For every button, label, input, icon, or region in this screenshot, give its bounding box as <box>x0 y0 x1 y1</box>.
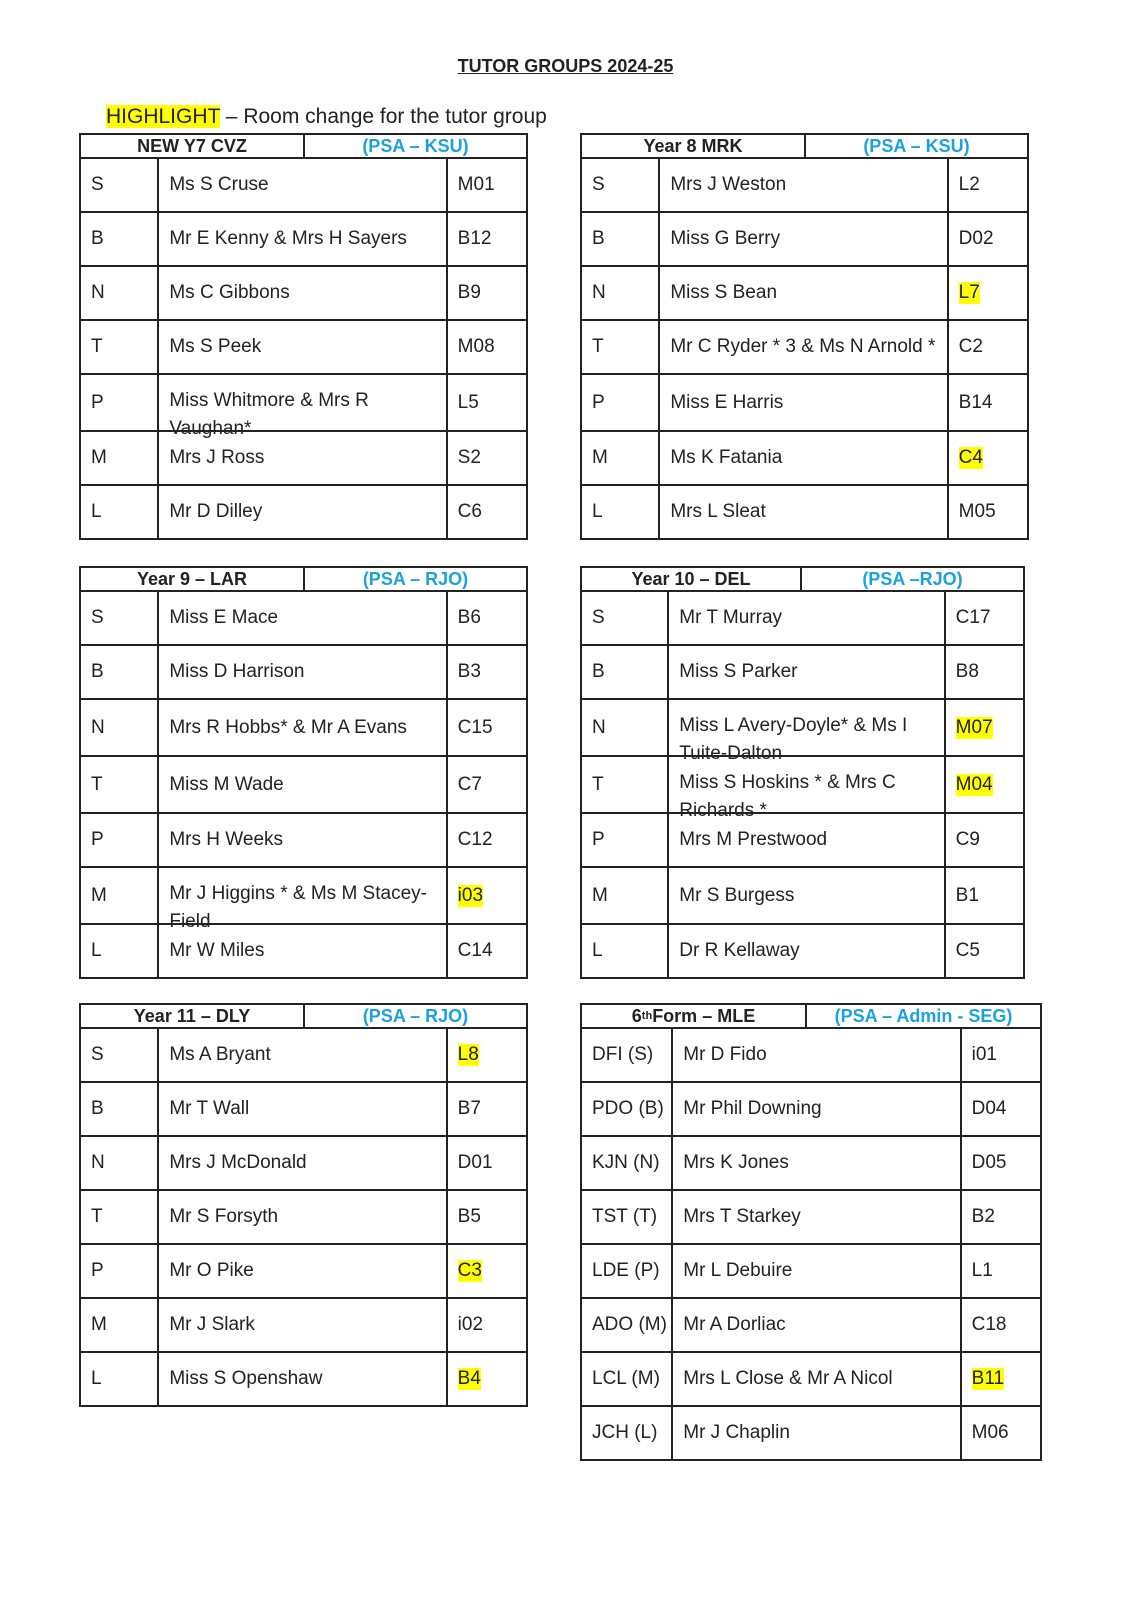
room-number: C15 <box>457 716 493 738</box>
room-cell <box>448 1191 526 1243</box>
room-number: L2 <box>958 174 980 195</box>
house-cell: L <box>582 925 669 977</box>
room-number: D05 <box>971 1152 1007 1173</box>
room-number: S2 <box>457 447 481 468</box>
house-cell: LCL (M) <box>582 1353 673 1405</box>
tutor-cell: Mr E Kenny & Mrs H Sayers <box>159 213 447 265</box>
room-changed-badge: C3 <box>457 1260 482 1281</box>
tutor-cell: Miss S Openshaw <box>159 1353 447 1405</box>
year-group-name: 6 th Form – MLE <box>582 1005 807 1027</box>
room-number: B9 <box>457 282 481 303</box>
room-number: C18 <box>971 1314 1007 1335</box>
table-row <box>582 1083 1040 1137</box>
room-cell <box>962 1083 1040 1135</box>
tutor-cell: Dr R Kellaway <box>669 925 945 977</box>
tutor-cell: Mrs J McDonald <box>159 1137 447 1189</box>
house-cell: L <box>81 1353 159 1405</box>
room-number: M01 <box>457 174 495 195</box>
tutor-cell: Mrs J Ross <box>159 432 447 484</box>
house-cell: N <box>582 267 660 319</box>
table-row <box>582 486 1027 540</box>
tutor-cell: Miss D Harrison <box>159 646 447 698</box>
psa-label: (PSA – Admin - SEG) <box>834 1005 1013 1026</box>
room-cell <box>962 1299 1040 1351</box>
table-header <box>580 1003 1042 1029</box>
room-number: C5 <box>955 940 980 961</box>
room-cell <box>946 868 1023 923</box>
house-cell: M <box>582 432 660 484</box>
year-group-name: Year 11 – DLY <box>81 1005 305 1027</box>
room-cell <box>448 925 526 977</box>
table-row <box>582 757 1023 821</box>
tutor-cell: Miss S Hoskins * & Mrs C Richards * <box>669 757 945 812</box>
table-row <box>81 213 526 267</box>
table-row <box>582 925 1023 979</box>
room-number: D01 <box>457 1152 493 1173</box>
tutor-cell: Mr T Murray <box>669 592 945 644</box>
table-row <box>582 321 1027 375</box>
tutor-table <box>79 566 528 979</box>
table-header <box>79 133 528 159</box>
tutor-cell: Ms A Bryant <box>159 1029 447 1081</box>
table-row <box>81 592 526 646</box>
room-cell <box>946 592 1023 644</box>
tutor-cell: Mr L Debuire <box>673 1245 961 1297</box>
tutor-table <box>79 133 528 540</box>
tutor-cell: Mrs M Prestwood <box>669 814 945 866</box>
room-cell <box>448 1245 526 1297</box>
year-group-name: Year 9 – LAR <box>81 568 305 590</box>
room-number: B3 <box>457 661 481 682</box>
tutor-table <box>580 133 1029 540</box>
house-cell: B <box>582 213 660 265</box>
room-cell <box>946 925 1023 977</box>
table-row <box>81 1353 526 1407</box>
tutor-cell: Mr S Burgess <box>669 868 945 923</box>
room-cell <box>448 432 526 484</box>
room-changed-badge: L7 <box>958 282 980 303</box>
tutor-cell: Mr A Dorliac <box>673 1299 961 1351</box>
house-cell: P <box>81 1245 159 1297</box>
room-cell <box>962 1137 1040 1189</box>
room-changed-badge: i03 <box>457 884 484 906</box>
room-cell <box>949 432 1027 484</box>
room-changed-badge: B4 <box>457 1368 481 1389</box>
house-cell: S <box>582 159 660 211</box>
house-cell: T <box>582 321 660 373</box>
psa-label: (PSA – RJO) <box>362 568 469 589</box>
room-number: C12 <box>457 829 493 850</box>
tutor-table <box>580 566 1025 979</box>
table-row <box>81 375 526 439</box>
room-number: B1 <box>955 884 979 906</box>
room-cell <box>448 868 526 923</box>
table-row <box>582 1191 1040 1245</box>
table-header <box>580 133 1029 159</box>
tutor-cell: Mr C Ryder * 3 & Ms N Arnold * <box>660 321 948 373</box>
room-changed-badge: L8 <box>457 1044 479 1065</box>
table-row <box>582 814 1023 868</box>
room-cell <box>448 1137 526 1189</box>
table-row <box>81 321 526 375</box>
table-row <box>582 267 1027 321</box>
tutor-cell: Mrs K Jones <box>673 1137 961 1189</box>
tutor-cell: Ms K Fatania <box>660 432 948 484</box>
tutor-cell: Mr O Pike <box>159 1245 447 1297</box>
room-number: B5 <box>457 1206 481 1227</box>
house-cell: P <box>582 814 669 866</box>
table-header <box>79 1003 528 1029</box>
room-number: C2 <box>958 336 983 357</box>
tutor-cell: Mr W Miles <box>159 925 447 977</box>
table-row <box>582 432 1027 486</box>
room-cell <box>448 592 526 644</box>
tutor-cell: Mr S Forsyth <box>159 1191 447 1243</box>
tutor-cell: Mr J Chaplin <box>673 1407 961 1459</box>
table-row <box>582 646 1023 700</box>
table-row <box>81 267 526 321</box>
room-cell <box>962 1029 1040 1081</box>
year-group-name: Year 10 – DEL <box>582 568 802 590</box>
tutor-cell: Mrs J Weston <box>660 159 948 211</box>
room-number: L1 <box>971 1260 993 1281</box>
room-cell <box>448 1029 526 1081</box>
room-number: M08 <box>457 336 495 357</box>
room-number: C17 <box>955 607 991 628</box>
house-cell: B <box>81 1083 159 1135</box>
house-cell: S <box>81 1029 159 1081</box>
table-header <box>79 566 528 592</box>
tutor-cell: Miss E Mace <box>159 592 447 644</box>
page-title: TUTOR GROUPS 2024-25 <box>457 56 674 76</box>
tutor-cell: Miss G Berry <box>660 213 948 265</box>
house-cell: KJN (N) <box>582 1137 673 1189</box>
room-number: M05 <box>958 501 996 522</box>
house-cell: P <box>582 375 660 430</box>
room-number: i02 <box>457 1314 484 1335</box>
room-cell <box>448 159 526 211</box>
table-row <box>81 1029 526 1083</box>
table-body <box>79 159 528 540</box>
table-row <box>582 1299 1040 1353</box>
house-cell: L <box>81 925 159 977</box>
house-cell: N <box>81 267 159 319</box>
tutor-cell: Mr J Higgins * & Ms M Stacey-Field <box>159 868 447 923</box>
house-cell: T <box>81 1191 159 1243</box>
room-cell <box>448 1353 526 1405</box>
year-group-name: Year 8 MRK <box>582 135 806 157</box>
room-cell <box>949 375 1027 430</box>
tutor-table <box>580 1003 1042 1461</box>
room-number: i01 <box>971 1044 997 1065</box>
table-row <box>81 1299 526 1353</box>
tutor-cell: Mrs L Close & Mr A Nicol <box>673 1353 961 1405</box>
tutor-cell: Mr Phil Downing <box>673 1083 961 1135</box>
room-number: B14 <box>958 391 993 413</box>
highlight-legend <box>106 105 547 129</box>
tutor-cell: Miss L Avery-Doyle* & Ms I Tuite-Dalton <box>669 700 945 755</box>
table-row <box>582 159 1027 213</box>
room-cell <box>946 757 1023 812</box>
house-cell: T <box>582 757 669 812</box>
legend-highlight-word: HIGHLIGHT <box>106 105 220 128</box>
house-cell: N <box>81 700 159 755</box>
tutor-cell: Mr T Wall <box>159 1083 447 1135</box>
room-cell <box>949 486 1027 538</box>
house-cell: P <box>81 814 159 866</box>
tutor-cell: Mrs R Hobbs* & Mr A Evans <box>159 700 447 755</box>
tutor-cell: Mr D Fido <box>673 1029 961 1081</box>
tutor-cell: Ms S Cruse <box>159 159 447 211</box>
room-cell <box>946 700 1023 755</box>
psa-label: (PSA – KSU) <box>863 135 970 156</box>
house-cell: S <box>81 159 159 211</box>
tutor-cell: Mrs T Starkey <box>673 1191 961 1243</box>
room-cell <box>962 1407 1040 1459</box>
room-number: C9 <box>955 829 980 850</box>
room-cell <box>962 1245 1040 1297</box>
tutor-cell: Ms C Gibbons <box>159 267 447 319</box>
room-number: B6 <box>457 607 481 628</box>
room-cell <box>448 1083 526 1135</box>
room-cell <box>448 375 526 430</box>
room-changed-badge: B11 <box>971 1368 1005 1389</box>
room-number: B7 <box>457 1098 481 1119</box>
table-row <box>81 432 526 486</box>
house-cell: T <box>81 757 159 812</box>
room-number: B2 <box>971 1206 995 1227</box>
table-row <box>81 1191 526 1245</box>
table-row <box>582 1353 1040 1407</box>
house-cell: S <box>582 592 669 644</box>
room-cell <box>448 646 526 698</box>
room-cell <box>448 213 526 265</box>
house-cell: PDO (B) <box>582 1083 673 1135</box>
tutor-cell: Ms S Peek <box>159 321 447 373</box>
psa-label: (PSA – KSU) <box>362 135 469 156</box>
house-cell: B <box>81 213 159 265</box>
house-cell: S <box>81 592 159 644</box>
house-cell: M <box>81 1299 159 1351</box>
table-row <box>582 1407 1040 1461</box>
house-cell: L <box>582 486 660 538</box>
table-row <box>81 925 526 979</box>
table-row <box>582 213 1027 267</box>
tutor-cell: Mr J Slark <box>159 1299 447 1351</box>
tutor-cell: Mr D Dilley <box>159 486 447 538</box>
house-cell: P <box>81 375 159 430</box>
tutor-cell: Miss M Wade <box>159 757 447 812</box>
room-cell <box>448 1299 526 1351</box>
table-row <box>81 814 526 868</box>
table-row <box>582 700 1023 764</box>
room-cell <box>946 814 1023 866</box>
table-row <box>81 159 526 213</box>
year-group-name: NEW Y7 CVZ <box>81 135 305 157</box>
table-row <box>81 1137 526 1191</box>
room-changed-badge: C4 <box>958 447 983 468</box>
room-number: B12 <box>457 228 492 249</box>
room-cell <box>962 1353 1040 1405</box>
room-number: C14 <box>457 940 493 961</box>
room-number: D04 <box>971 1098 1007 1119</box>
table-body <box>79 592 528 979</box>
psa-label: (PSA – RJO) <box>362 1005 469 1026</box>
room-cell <box>949 321 1027 373</box>
tutor-cell: Mrs L Sleat <box>660 486 948 538</box>
table-row <box>582 868 1023 925</box>
table-body <box>580 592 1025 979</box>
room-changed-badge: M07 <box>955 716 993 738</box>
tutor-table <box>79 1003 528 1407</box>
table-body <box>580 159 1029 540</box>
tutor-cell: Miss S Parker <box>669 646 945 698</box>
house-cell: DFI (S) <box>582 1029 673 1081</box>
tutor-cell: Miss Whitmore & Mrs R Vaughan* <box>159 375 447 430</box>
house-cell: JCH (L) <box>582 1407 673 1459</box>
table-row <box>81 700 526 757</box>
table-row <box>81 486 526 540</box>
house-cell: L <box>81 486 159 538</box>
table-body <box>580 1029 1042 1461</box>
house-cell: N <box>81 1137 159 1189</box>
room-cell <box>448 814 526 866</box>
room-cell <box>946 646 1023 698</box>
table-row <box>81 646 526 700</box>
table-row <box>582 1137 1040 1191</box>
table-header <box>580 566 1025 592</box>
house-cell: B <box>582 646 669 698</box>
house-cell: LDE (P) <box>582 1245 673 1297</box>
psa-label: (PSA –RJO) <box>862 568 963 589</box>
table-row <box>81 868 526 932</box>
house-cell: N <box>582 700 669 755</box>
room-cell <box>949 159 1027 211</box>
house-cell: B <box>81 646 159 698</box>
room-number: D02 <box>958 228 994 249</box>
room-changed-badge: M04 <box>955 773 993 795</box>
room-cell <box>448 267 526 319</box>
room-cell <box>949 267 1027 319</box>
room-cell <box>949 213 1027 265</box>
room-number: B8 <box>955 661 979 682</box>
table-body <box>79 1029 528 1407</box>
legend-text: – Room change for the tutor group <box>219 105 547 128</box>
tutor-cell: Miss E Harris <box>660 375 948 430</box>
table-row <box>582 592 1023 646</box>
house-cell: TST (T) <box>582 1191 673 1243</box>
room-cell <box>448 700 526 755</box>
room-cell <box>962 1191 1040 1243</box>
room-cell <box>448 757 526 812</box>
room-number: L5 <box>457 391 479 413</box>
room-cell <box>448 486 526 538</box>
house-cell: M <box>81 432 159 484</box>
room-cell <box>448 321 526 373</box>
table-row <box>81 1083 526 1137</box>
table-row <box>582 1029 1040 1083</box>
house-cell: M <box>81 868 159 923</box>
table-row <box>582 1245 1040 1299</box>
room-number: C6 <box>457 501 482 522</box>
house-cell: M <box>582 868 669 923</box>
house-cell: ADO (M) <box>582 1299 673 1351</box>
table-row <box>81 1245 526 1299</box>
table-row <box>582 375 1027 432</box>
room-number: M06 <box>971 1422 1009 1443</box>
table-row <box>81 757 526 814</box>
house-cell: T <box>81 321 159 373</box>
tutor-cell: Miss S Bean <box>660 267 948 319</box>
room-number: C7 <box>457 773 482 795</box>
tutor-cell: Mrs H Weeks <box>159 814 447 866</box>
